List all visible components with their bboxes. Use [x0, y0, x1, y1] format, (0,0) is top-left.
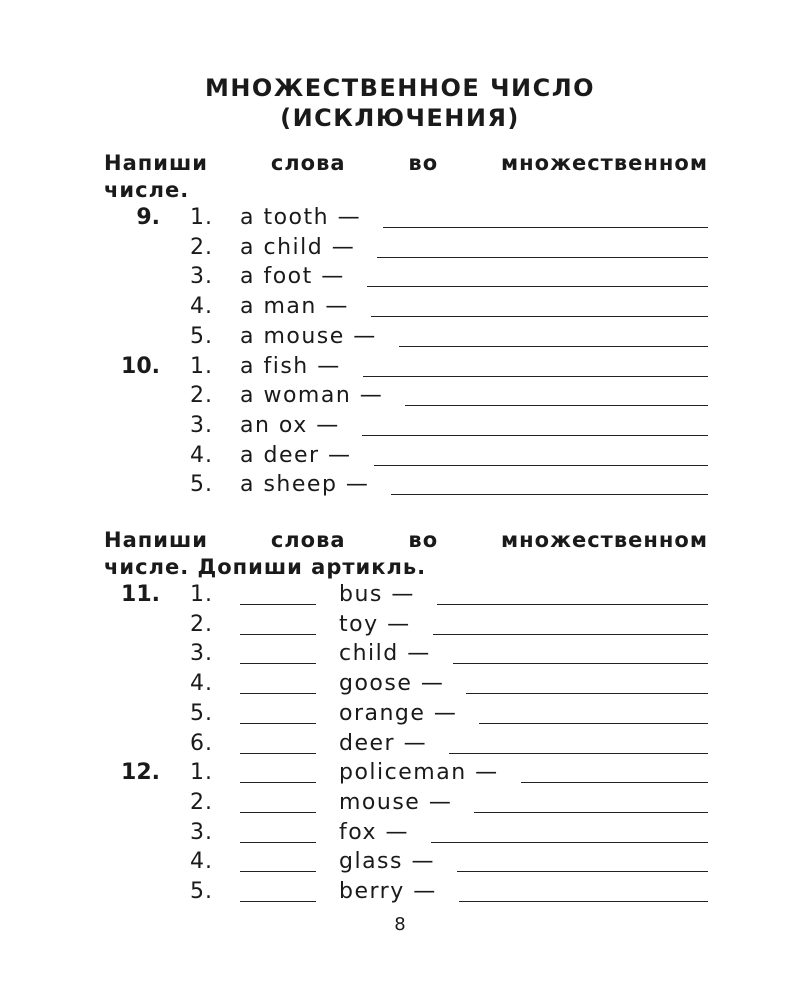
answer-blank[interactable]	[466, 693, 708, 694]
item-number: 5.	[190, 879, 213, 904]
answer-blank[interactable]	[479, 723, 708, 724]
item-word: a child —	[240, 234, 356, 260]
answer-blank[interactable]	[437, 604, 708, 605]
item-number: 1.	[190, 353, 213, 379]
instruction-2	[104, 527, 708, 581]
page-title-line2: (ИСКЛЮЧЕНИЯ)	[280, 104, 520, 132]
exercise-row	[0, 443, 800, 473]
item-word: child —	[339, 641, 431, 667]
exercise-number: 10.	[121, 353, 160, 379]
instruction-2-line1: Напиши слова во множественном	[104, 528, 708, 552]
item-number: 5.	[190, 323, 213, 349]
item-word: goose —	[339, 671, 445, 697]
exercise-row	[0, 354, 800, 384]
exercise-row	[0, 235, 800, 265]
item-number: 5.	[190, 472, 213, 498]
item-number: 4.	[190, 294, 213, 320]
answer-blank[interactable]	[431, 842, 708, 843]
exercise-row	[0, 701, 800, 731]
item-number: 4.	[190, 849, 213, 875]
answer-blank[interactable]	[391, 494, 708, 495]
instruction-1-line1: Напиши слова во множественном	[104, 151, 708, 175]
answer-blank[interactable]	[399, 346, 708, 347]
item-number: 5.	[190, 700, 213, 726]
exercise-number: 9.	[136, 205, 160, 230]
item-number: 2.	[190, 611, 213, 637]
exercise-number: 11.	[121, 582, 160, 607]
exercise-row	[0, 641, 800, 671]
item-number: 4.	[190, 671, 213, 697]
exercise-row	[0, 383, 800, 413]
item-number: 1.	[190, 205, 213, 230]
answer-blank[interactable]	[363, 376, 708, 377]
exercise-row	[0, 413, 800, 443]
answer-blank[interactable]	[383, 227, 708, 228]
exercise-row	[0, 294, 800, 324]
article-blank[interactable]	[240, 723, 316, 724]
answer-blank[interactable]	[459, 901, 708, 902]
exercise-number: 12.	[121, 760, 160, 786]
item-word: orange —	[339, 700, 458, 726]
item-number: 2.	[190, 383, 213, 409]
item-word: fox —	[339, 819, 410, 845]
exercise-row	[0, 790, 800, 820]
item-number: 2.	[190, 234, 213, 260]
exercise-row	[0, 820, 800, 850]
answer-blank[interactable]	[474, 812, 708, 813]
item-number: 1.	[190, 582, 213, 607]
item-word: a deer —	[240, 442, 352, 468]
article-blank[interactable]	[240, 871, 316, 872]
exercise-row	[0, 849, 800, 879]
item-word: bus —	[339, 582, 415, 607]
item-word: a tooth —	[240, 205, 362, 230]
page-number: 8	[394, 914, 406, 935]
answer-blank[interactable]	[457, 871, 708, 872]
instruction-1-line2: числе.	[104, 178, 190, 202]
exercise-row	[0, 324, 800, 354]
article-blank[interactable]	[240, 753, 316, 754]
item-word: a foot —	[240, 264, 345, 290]
article-blank[interactable]	[240, 901, 316, 902]
answer-blank[interactable]	[453, 663, 708, 664]
item-word: toy —	[339, 611, 411, 637]
article-blank[interactable]	[240, 663, 316, 664]
item-word: an ox —	[240, 412, 340, 438]
item-number: 4.	[190, 442, 213, 468]
article-blank[interactable]	[240, 604, 316, 605]
exercise-row	[0, 205, 800, 235]
article-blank[interactable]	[240, 842, 316, 843]
answer-blank[interactable]	[377, 257, 708, 258]
item-word: a woman —	[240, 383, 384, 409]
item-word: berry —	[339, 879, 437, 904]
item-number: 1.	[190, 760, 213, 786]
answer-blank[interactable]	[449, 753, 708, 754]
item-number: 6.	[190, 730, 213, 756]
answer-blank[interactable]	[433, 634, 708, 635]
instruction-2-line2: числе. Допиши артикль.	[104, 555, 427, 579]
instruction-1	[104, 150, 708, 204]
answer-blank[interactable]	[362, 435, 708, 436]
exercise-row	[0, 671, 800, 701]
answer-blank[interactable]	[371, 316, 708, 317]
item-word: a sheep —	[240, 472, 370, 498]
answer-blank[interactable]	[405, 405, 708, 406]
exercise-row	[0, 760, 800, 790]
item-word: a mouse —	[240, 323, 377, 349]
answer-blank[interactable]	[374, 465, 708, 466]
item-number: 3.	[190, 264, 213, 290]
item-number: 2.	[190, 789, 213, 815]
exercise-row	[0, 472, 800, 502]
item-number: 3.	[190, 641, 213, 667]
item-word: mouse —	[339, 789, 453, 815]
item-number: 3.	[190, 412, 213, 438]
item-word: a fish —	[240, 353, 341, 379]
item-word: policeman —	[339, 760, 499, 786]
exercise-row	[0, 731, 800, 761]
answer-blank[interactable]	[521, 782, 708, 783]
article-blank[interactable]	[240, 812, 316, 813]
item-word: glass —	[339, 849, 435, 875]
exercise-row	[0, 264, 800, 294]
item-word: a man —	[240, 294, 349, 320]
article-blank[interactable]	[240, 634, 316, 635]
exercise-row	[0, 612, 800, 642]
item-word: deer —	[339, 730, 428, 756]
item-number: 3.	[190, 819, 213, 845]
exercise-row	[0, 582, 800, 612]
answer-blank[interactable]	[367, 286, 708, 287]
article-blank[interactable]	[240, 782, 316, 783]
exercise-row	[0, 879, 800, 909]
page-title-line1: МНОЖЕСТВЕННОЕ ЧИСЛО	[204, 74, 596, 102]
article-blank[interactable]	[240, 693, 316, 694]
